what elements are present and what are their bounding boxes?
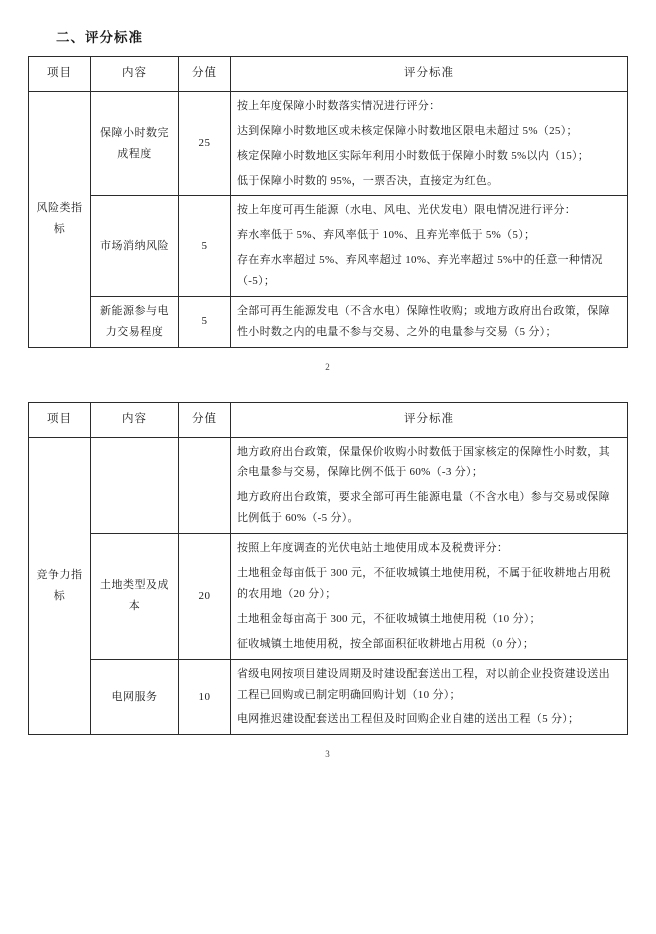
cell-score: 5 xyxy=(179,196,231,297)
page-break-gap xyxy=(28,372,628,402)
table-header-criteria: 评分标准 xyxy=(231,402,628,437)
table-header-content: 内容 xyxy=(91,57,179,92)
table-header-row xyxy=(29,402,628,437)
criteria-line: 土地租金每亩低于 300 元，不征收城镇土地使用税，不属于征收耕地占用税的农用地（20 分）； xyxy=(237,567,611,600)
table-header-item: 项目 xyxy=(29,402,91,437)
table-row xyxy=(29,659,628,735)
criteria-line: 省级电网按项目建设周期及时建设配套送出工程，对以前企业投资建设送出工程已回购或已制定明确回购计划（10 分）； xyxy=(237,667,610,701)
cell-content: 电网服务 xyxy=(91,659,179,735)
scoring-table-risk xyxy=(28,56,628,348)
cell-score: 25 xyxy=(179,91,231,196)
cell-content xyxy=(91,437,179,534)
table-header-criteria: 评分标准 xyxy=(231,57,628,92)
section-heading: 二、评分标准 xyxy=(56,30,143,45)
cell-criteria xyxy=(231,437,628,534)
table-header-score: 分值 xyxy=(179,57,231,92)
cell-score xyxy=(179,437,231,534)
cell-content: 市场消纳风险 xyxy=(91,196,179,297)
criteria-line: 电网推迟建设配套送出工程但及时回购企业自建的送出工程（5 分）； xyxy=(237,713,580,726)
criteria-line: 低于保障小时数的 95%，一票否决，直接定为红色。 xyxy=(237,174,499,187)
cell-criteria xyxy=(231,196,628,297)
table-header-content: 内容 xyxy=(91,402,179,437)
table-row xyxy=(29,437,628,534)
criteria-line: 地方政府出台政策，要求全部可再生能源电量（不含水电）参与交易或保障比例低于 60%（-5 分）。 xyxy=(237,491,610,525)
criteria-line: 按上年度可再生能源（水电、风电、光伏发电）限电情况进行评分： xyxy=(237,204,576,217)
cell-criteria xyxy=(231,91,628,196)
criteria-line: 弃水率低于 5%、弃风率低于 10%、且弃光率低于 5%（5）； xyxy=(237,229,536,242)
cell-score: 20 xyxy=(179,534,231,659)
page-number: 2 xyxy=(325,361,331,372)
criteria-line: 地方政府出台政策，保量保价收购小时数低于国家核定的保障性小时数，其余电量参与交易，保障比例不低于 60%（-3 分）； xyxy=(237,445,610,479)
criteria-line: 全部可再生能源发电（不含水电）保障性收购；或地方政府出台政策，保障性小时数之内的电量不参与交易、之外的电量参与交易（5 分）； xyxy=(237,304,610,338)
cell-criteria xyxy=(231,296,628,347)
table-header-row xyxy=(29,57,628,92)
table-row xyxy=(29,534,628,659)
cell-item: 竞争力指标 xyxy=(29,437,91,735)
cell-criteria xyxy=(231,534,628,659)
criteria-line: 按照上年度调查的光伏电站土地使用成本及税费评分： xyxy=(237,542,509,555)
cell-content: 新能源参与电力交易程度 xyxy=(91,296,179,347)
cell-score: 10 xyxy=(179,659,231,735)
cell-criteria xyxy=(231,659,628,735)
table-row xyxy=(29,91,628,196)
page-number: 3 xyxy=(325,749,331,760)
criteria-line: 按上年度保障小时数落实情况进行评分： xyxy=(237,99,441,112)
table-header-score: 分值 xyxy=(179,402,231,437)
cell-content: 土地类型及成本 xyxy=(91,534,179,659)
criteria-line: 存在弃水率超过 5%、弃风率超过 10%、弃光率超过 5%中的任意一种情况（-5）； xyxy=(237,254,603,288)
cell-score: 5 xyxy=(179,296,231,347)
document-page xyxy=(0,26,656,759)
criteria-line: 核定保障小时数地区实际年利用小时数低于保障小时数 5%以内（15）； xyxy=(237,149,590,162)
table-row xyxy=(29,196,628,297)
table-row xyxy=(29,296,628,347)
criteria-line: 达到保障小时数地区或未核定保障小时数地区限电未超过 5%（25）； xyxy=(237,124,578,137)
cell-item: 风险类指标 xyxy=(29,91,91,347)
criteria-line: 征收城镇土地使用税，按全部面积征收耕地占用税（0 分）； xyxy=(237,637,535,650)
scoring-table-competitiveness xyxy=(28,402,628,736)
cell-content: 保障小时数完成程度 xyxy=(91,91,179,196)
criteria-line: 土地租金每亩高于 300 元，不征收城镇土地使用税（10 分）； xyxy=(237,612,541,625)
table-header-item: 项目 xyxy=(29,57,91,92)
